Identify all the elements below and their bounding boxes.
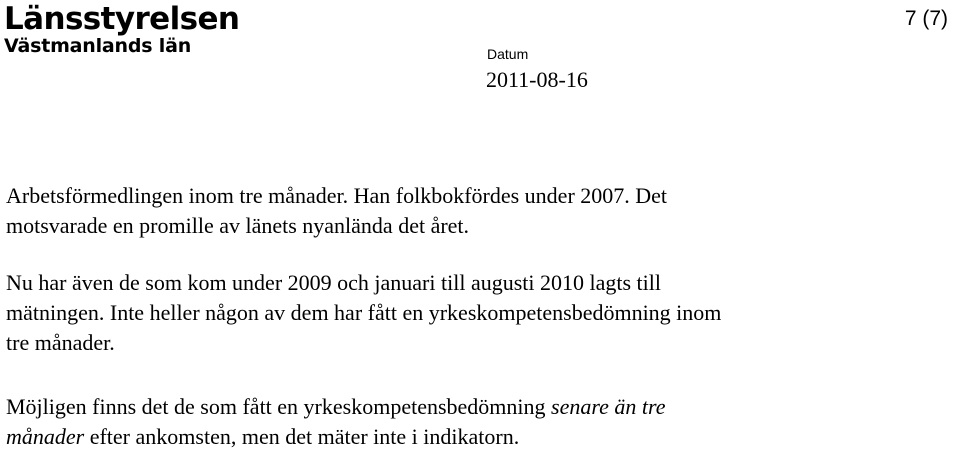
paragraph-2-line-2: mätningen. Inte heller någon av dem har fått en yrkeskompetensbedömning inom (6, 300, 722, 325)
paragraph-1-line-1: Arbetsförmedlingen inom tre månader. Han folkbokfördes under 2007. Det (6, 183, 668, 208)
paragraph-3-line-1-text: Möjligen finns det de som fått en yrkeskompetensbedömning (6, 394, 552, 419)
date-value: 2011-08-16 (486, 67, 588, 92)
logo-county-name: Västmanlands län (4, 35, 192, 57)
paragraph-1 (6, 181, 936, 241)
agency-logo (4, 2, 239, 56)
logo-agency-name: Länsstyrelsen (4, 1, 240, 37)
paragraph-3-line-1 (6, 392, 936, 422)
paragraph-3-line-2 (6, 422, 936, 452)
paragraph-2-line-3: tre månader. (6, 330, 115, 355)
paragraph-3-line-2-text: efter ankomsten, men det mäter inte i indikatorn. (84, 424, 520, 449)
paragraph-1-line-2: motsvarade en promille av länets nyanlända det året. (6, 213, 470, 238)
paragraph-3-line-1-emphasis: senare än tre (551, 394, 666, 419)
paragraph-2 (6, 268, 936, 358)
paragraph-2-line-1: Nu har även de som kom under 2009 och januari till augusti 2010 lagts till (6, 270, 661, 295)
page-number: 7 (7) (904, 7, 948, 30)
paragraph-3 (6, 392, 936, 452)
paragraph-3-line-2-emphasis: månader (6, 424, 85, 449)
date-label: Datum (487, 46, 529, 62)
